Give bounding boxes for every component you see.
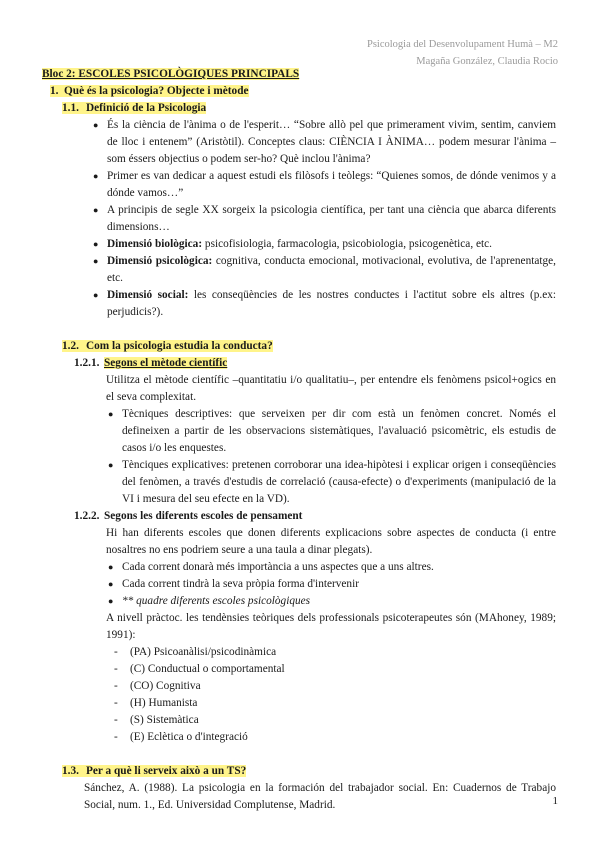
dash-icon: -: [114, 714, 118, 726]
list-item: ● Cada corrent donarà més importància a uns aspectes que a uns altres.: [122, 559, 556, 576]
list-item: - (S) Sistemàtica: [114, 712, 556, 729]
list-item: ● Dimensió social: les conseqüències de les nostres conductes i l'actitut sobre els altres (p.ex: perjudicis?).: [93, 289, 556, 318]
dash-icon: -: [114, 663, 118, 675]
bullet-icon: ●: [108, 596, 114, 606]
method-techniques-list: [42, 406, 556, 508]
list-item: ● Dimensió biològica: psicofisiologia, farmacologia, psicobiologia, psicogenètica, etc.: [107, 236, 556, 253]
section-1-2-heading: 1.2. Com la psicologia estudia la conducta?: [62, 340, 273, 352]
list-item: ● És la ciència de l'ànima o de l'esperit… “Sobre allò pel que primerament vivim, sentim, canviem de lloc i entenem” (Aristòtil). Conceptes claus: CIÈNCIA I ÀNIMA… podem mesurar l'ànima –som éssers objectius o podem ser-ho? Què inclou l'ànima?: [93, 119, 556, 165]
header-course: Psicologia del Desenvolupament Humà – M2: [366, 39, 558, 50]
list-item: ● Primer es van dedicar a aquest estudi els filòsofs i teòlegs: “Quienes somos, de dónde venimos y a dónde vamos…”: [93, 170, 556, 199]
bloc-title: Bloc 2: ESCOLES PSICOLÒGIQUES PRINCIPALS: [42, 68, 300, 80]
dash-icon: -: [114, 646, 118, 658]
list-item: ● A principis de segle XX sorgeix la psicologia científica, per tant una ciència que abarca diferents dimensions…: [93, 204, 556, 233]
list-item: ● Tènciques explicatives: pretenen corroborar una idea-hipòtesi i explicar origen i conseqüències del fenòmen, a través d'estudis de correlació (causa-efecte) o d'experiments (manipulació de la VI i mesura del seu efecte en la VD).: [108, 459, 556, 505]
list-item: - (C) Conductual o comportamental: [114, 661, 556, 678]
schools-list: [42, 644, 556, 746]
page-content: [42, 66, 556, 814]
dash-icon: -: [114, 680, 118, 692]
header-author: Magaña González, Claudia Rocio: [416, 56, 558, 67]
list-item: - (PA) Psicoanàlisi/psicodinàmica: [114, 644, 556, 661]
page-number: 1: [552, 795, 558, 807]
reference-text: Sánchez, A. (1988). La psicologia en la formación del trabajador social. En: Cuadernos de Trabajo Social, num. 1., Ed. Universidad Complutense, Madrid.: [84, 782, 556, 811]
list-item: - (E) Eclètica o d'integració: [114, 729, 556, 746]
bullet-icon: ●: [108, 579, 114, 589]
dash-icon: -: [114, 697, 118, 709]
definition-list: [42, 117, 556, 321]
bullet-icon: ●: [108, 562, 114, 572]
list-item: ● Tècniques descriptives: que serveixen per dir com està un fenòmen concret. Només el defineixen a partir de les observacions sistemàtiques, l'avaluació psicomètric, els estudis de casos i/o les enquestes.: [108, 408, 556, 454]
method-intro: Utilitza el mètode científic –quantitatiu i/o qualitatiu–, per entendre els fenòmens psicol+ogics en el seva complexitat.: [106, 374, 556, 403]
section-1-3-heading: 1.3. Per a què li serveix això a un TS?: [62, 765, 247, 777]
bullet-icon: ●: [108, 460, 114, 470]
page-header: [367, 36, 558, 70]
bullet-icon: ●: [108, 409, 114, 419]
schools-intro: Hi han diferents escoles que donen diferents explicacions sobre aspectes de conducta (i entre nosaltres no ens podriem seure a una taula a dinar plegats).: [106, 527, 556, 556]
list-item: ● Cada corrent tindrà la seva pròpia forma d'intervenir: [122, 576, 556, 593]
section-1-heading: 1. Què és la psicologia? Objecte i mètode: [50, 85, 249, 97]
schools-notes-list: [42, 559, 556, 610]
section-1-2-2-heading: 1.2.2. Segons les diferents escoles de pensament: [74, 510, 303, 522]
dash-icon: -: [114, 731, 118, 743]
bullet-icon: ●: [93, 120, 99, 130]
bullet-icon: ●: [93, 171, 99, 181]
bullet-icon: ●: [93, 290, 99, 300]
practice-text: A nivell pràctoc. les tendènsies teòriques dels professionals psicoterapeutes són (MAhoney, 1989; 1991):: [106, 612, 556, 641]
list-item: - (CO) Cognitiva: [114, 678, 556, 695]
bullet-icon: ●: [93, 256, 99, 266]
section-1-2-1-heading: 1.2.1. Segons el mètode científic: [74, 357, 228, 369]
list-item: - (H) Humanista: [114, 695, 556, 712]
bullet-icon: ●: [93, 205, 99, 215]
list-item: ● ** quadre diferents escoles psicològiques: [122, 593, 556, 610]
list-item: ● Dimensió psicològica: cognitiva, conducta emocional, motivacional, evolutiva, de l'aprenentatge, etc.: [93, 255, 556, 284]
section-1-1-heading: 1.1. Definició de la Psicologia: [62, 102, 207, 114]
bullet-icon: ●: [93, 239, 99, 249]
